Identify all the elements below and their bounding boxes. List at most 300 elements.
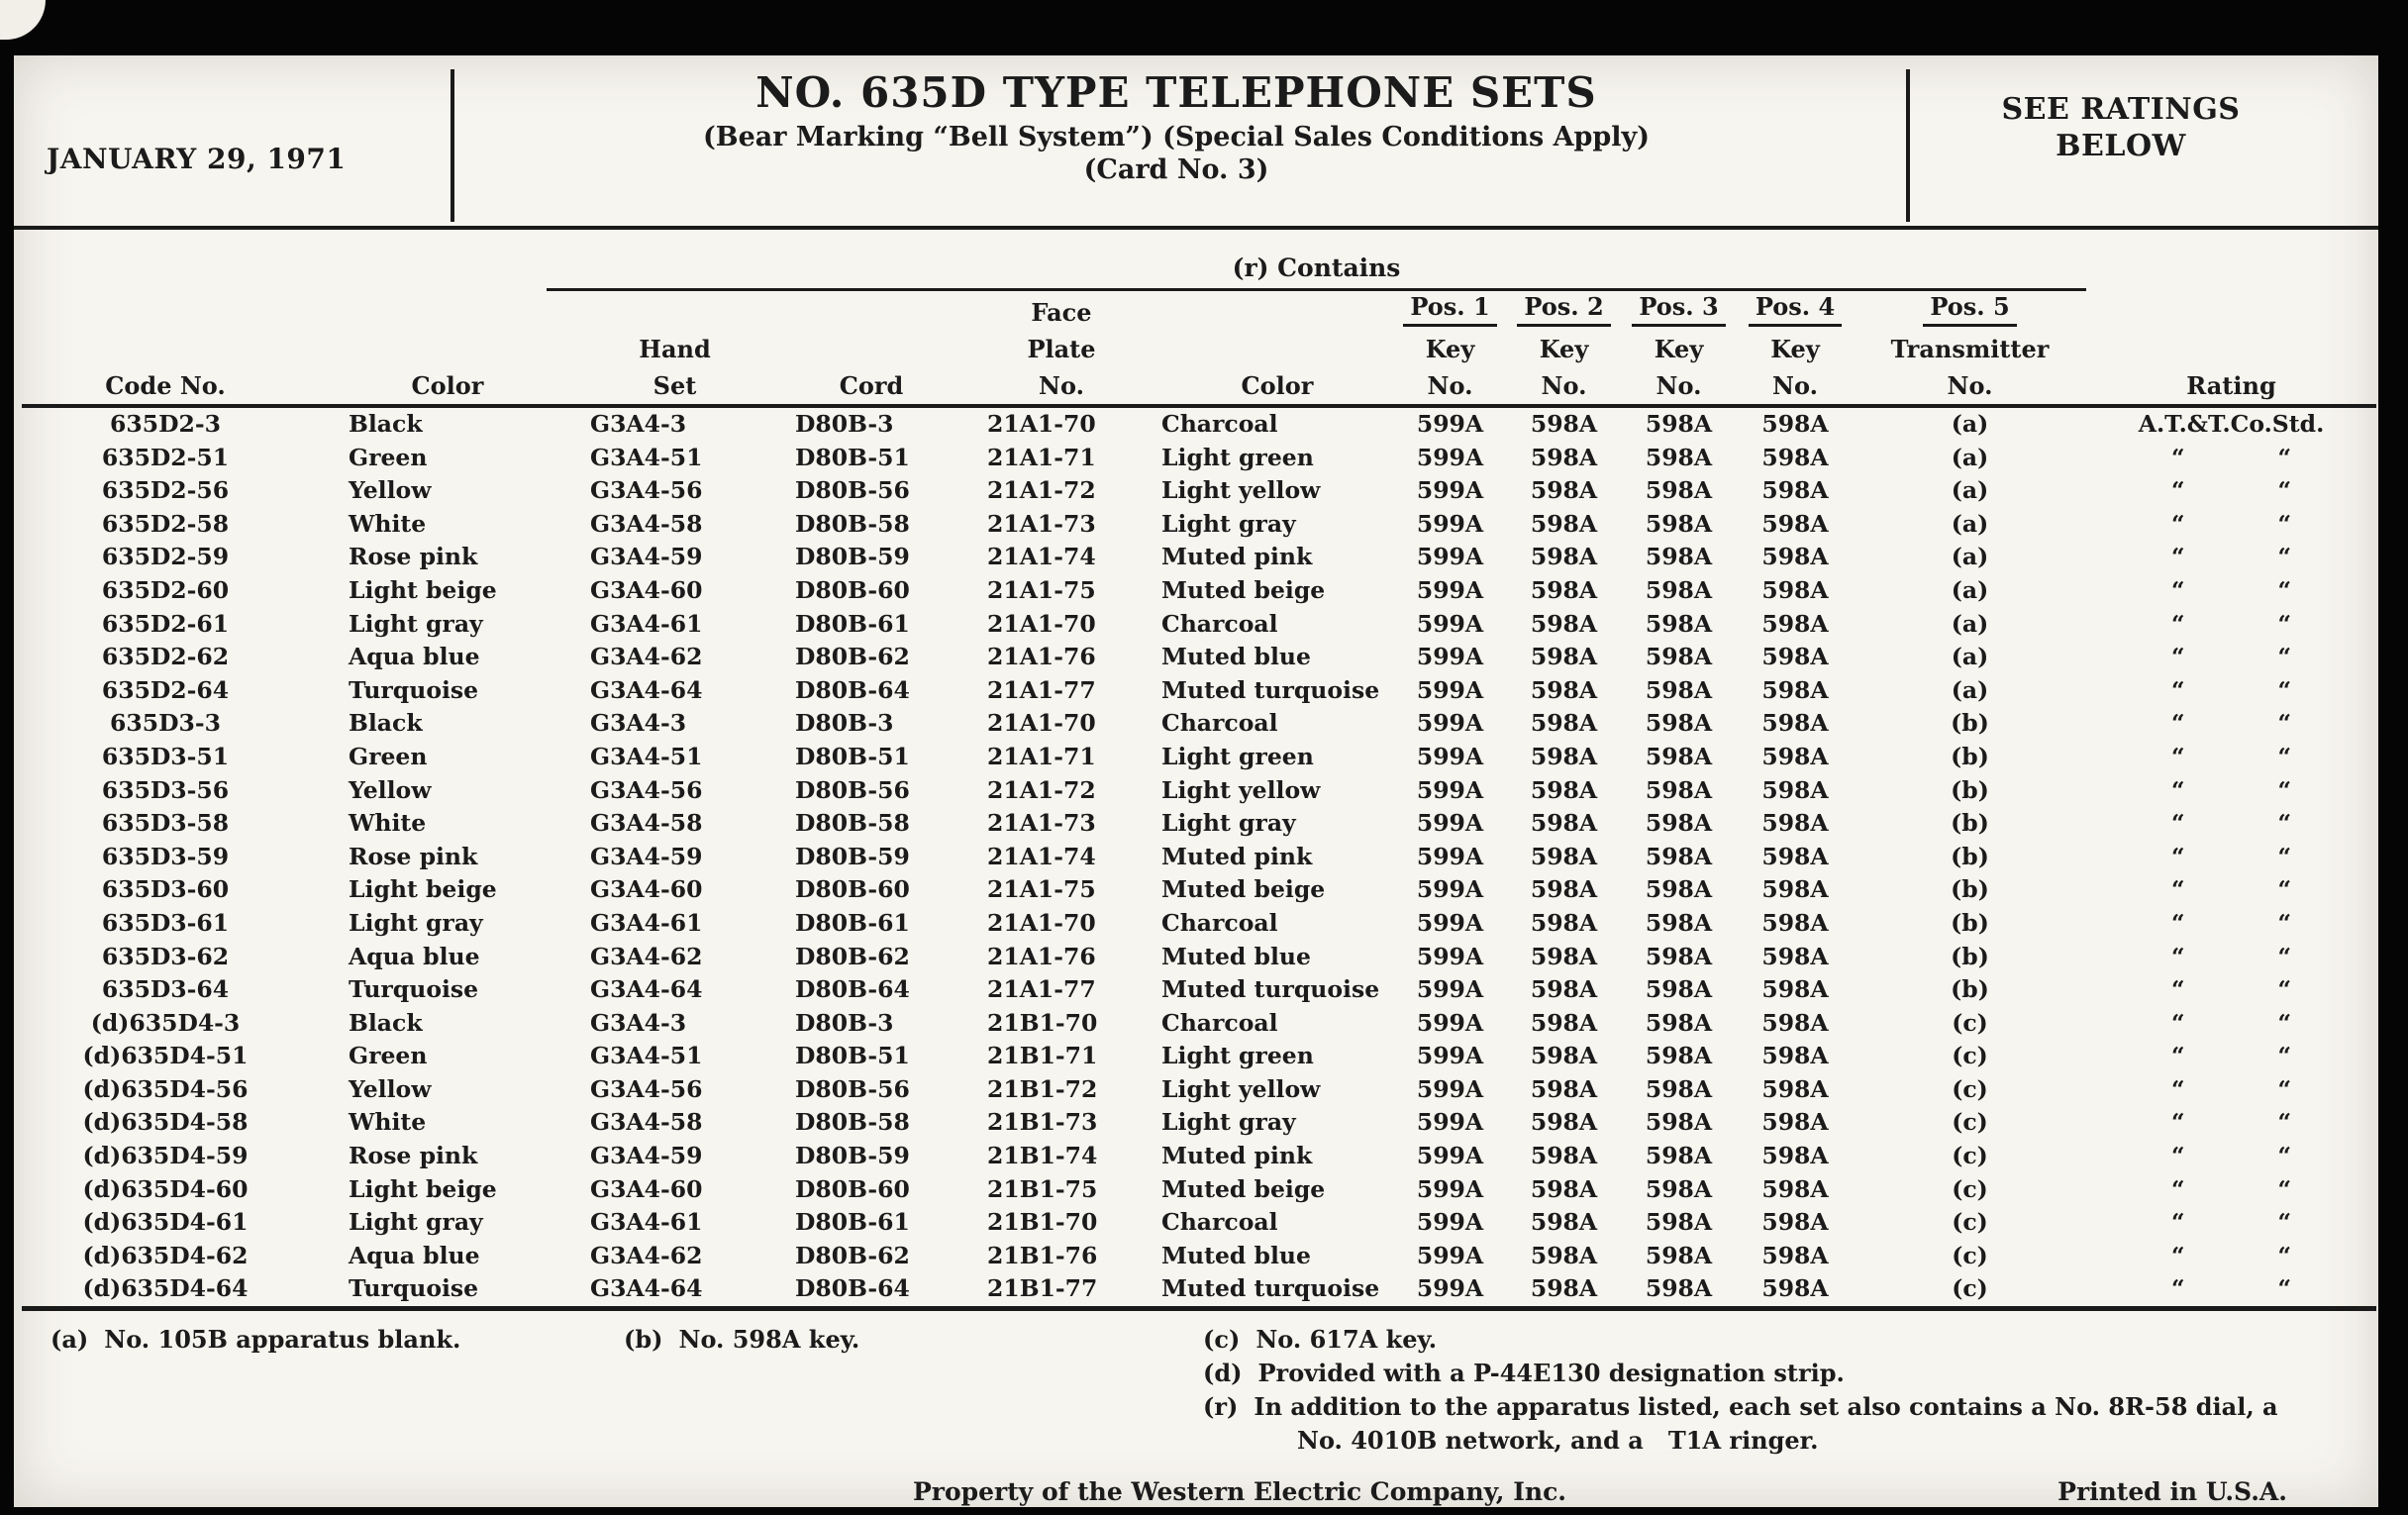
table-cell: Rose pink: [349, 842, 478, 870]
table-cell: G3A4-3: [590, 410, 687, 438]
table-cell: Muted pink: [1161, 842, 1313, 870]
table-cell: D80B-60: [795, 875, 910, 904]
table-cell: Muted beige: [1161, 1174, 1326, 1203]
table-row: [22, 1140, 2376, 1173]
table-cell: 598A: [1530, 543, 1598, 571]
column-header: [1393, 291, 1507, 407]
table-cell: 599A: [1416, 775, 1484, 804]
table-cell: G3A4-60: [590, 1174, 703, 1203]
table-cell: (a): [1951, 443, 1989, 471]
column-header-line: Color: [411, 371, 484, 400]
table-cell: Light beige: [349, 875, 497, 904]
table-cell: 598A: [1761, 543, 1829, 571]
table-cell: G3A4-56: [590, 476, 703, 505]
table-cell: (c): [1952, 1042, 1988, 1070]
table-cell: Light beige: [349, 575, 497, 604]
column-headers: [22, 291, 2376, 408]
table-cell: Muted blue: [1161, 1241, 1311, 1269]
contains-label: (r) Contains: [547, 253, 2086, 291]
table-cell: 598A: [1761, 709, 1829, 738]
table-cell: 598A: [1645, 1241, 1713, 1269]
table-cell: D80B-56: [795, 476, 910, 505]
table-row: [22, 1240, 2376, 1273]
table-cell: D80B-62: [795, 643, 910, 671]
table-cell: 21B1-77: [987, 1274, 1098, 1303]
page-subtitle: (Bear Marking “Bell System”) (Special Sales Conditions Apply): [703, 122, 1650, 152]
table-cell: 21B1-71: [987, 1042, 1098, 1070]
table-cell: 599A: [1416, 1008, 1484, 1037]
table-cell: 598A: [1645, 908, 1713, 937]
scan-corner-artifact: [0, 0, 46, 40]
table-cell: G3A4-59: [590, 1142, 703, 1170]
table-cell: D80B-60: [795, 575, 910, 604]
table-cell: 635D3-51: [101, 742, 230, 770]
table-cell: 598A: [1761, 942, 1829, 970]
table-cell: “ “: [2170, 975, 2292, 1004]
table-cell: 598A: [1761, 975, 1829, 1004]
column-header: [1854, 291, 2086, 407]
header-divider-left: [451, 69, 454, 222]
table-cell: Yellow: [349, 775, 432, 804]
table-cell: 598A: [1530, 1008, 1598, 1037]
table-cell: 598A: [1530, 609, 1598, 638]
table-cell: G3A4-62: [590, 942, 703, 970]
footnote-d-label: (d): [1203, 1359, 1243, 1388]
table-cell: 598A: [1761, 410, 1829, 438]
table-cell: (a): [1951, 643, 1989, 671]
table-cell: D80B-64: [795, 975, 910, 1004]
table-cell: 598A: [1645, 1042, 1713, 1070]
table-cell: 598A: [1645, 1174, 1713, 1203]
table-cell: G3A4-64: [590, 1274, 703, 1303]
table-cell: 635D2-60: [101, 575, 230, 604]
table-cell: “ “: [2170, 875, 2292, 904]
table-cell: 598A: [1645, 476, 1713, 505]
column-header-line: Rating: [2186, 371, 2276, 400]
table-cell: “ “: [2170, 509, 2292, 538]
column-header-line: Set: [652, 371, 697, 400]
table-cell: D80B-64: [795, 1274, 910, 1303]
table-cell: G3A4-3: [590, 1008, 687, 1037]
column-header-line: Pos. 1: [1403, 291, 1496, 327]
table-cell: G3A4-64: [590, 675, 703, 704]
table-cell: 598A: [1645, 875, 1713, 904]
column-header-line: Pos. 2: [1517, 291, 1610, 327]
contains-header-row: [22, 230, 2376, 291]
table-cell: Muted blue: [1161, 643, 1311, 671]
table-cell: 598A: [1530, 1142, 1598, 1170]
table-cell: Charcoal: [1161, 709, 1278, 738]
table-cell: D80B-61: [795, 609, 910, 638]
table-cell: D80B-58: [795, 1108, 910, 1137]
table-cell: Turquoise: [349, 1274, 479, 1303]
table-cell: (d)635D4-62: [82, 1241, 249, 1269]
table-cell: (a): [1951, 509, 1989, 538]
table-cell: G3A4-58: [590, 809, 703, 838]
card-number: (Card No. 3): [1083, 154, 1269, 185]
table-cell: “ “: [2170, 443, 2292, 471]
column-header-line: Pos. 3: [1632, 291, 1725, 327]
table-cell: White: [349, 509, 427, 538]
table-cell: 598A: [1645, 1142, 1713, 1170]
table-cell: 598A: [1645, 643, 1713, 671]
table-cell: Muted beige: [1161, 875, 1326, 904]
table-cell: “ “: [2170, 575, 2292, 604]
table-cell: (c): [1952, 1074, 1988, 1103]
table-cell: 21A1-76: [987, 942, 1096, 970]
table-cell: 598A: [1530, 443, 1598, 471]
table-cell: 599A: [1416, 1208, 1484, 1237]
table-cell: 21B1-70: [987, 1208, 1098, 1237]
table-cell: 598A: [1761, 775, 1829, 804]
column-header: [1136, 291, 1393, 407]
table-cell: Aqua blue: [349, 643, 480, 671]
table-cell: 598A: [1761, 643, 1829, 671]
table-row: [22, 973, 2376, 1007]
table-cell: 598A: [1761, 908, 1829, 937]
table-cell: (c): [1952, 1241, 1988, 1269]
table-cell: 635D2-3: [110, 410, 221, 438]
see-ratings-note: [1943, 91, 2299, 164]
table-body: [22, 408, 2376, 1311]
table-cell: 598A: [1761, 443, 1829, 471]
table-row: [22, 541, 2376, 574]
table-cell: 599A: [1416, 1074, 1484, 1103]
table-cell: G3A4-61: [590, 1208, 703, 1237]
column-header-line: No.: [1541, 371, 1587, 400]
table-cell: D80B-60: [795, 1174, 910, 1203]
table-cell: G3A4-51: [590, 1042, 703, 1070]
table-cell: 599A: [1416, 443, 1484, 471]
table-cell: Light green: [1161, 443, 1314, 471]
column-header-line: Plate: [1027, 335, 1096, 363]
footnote-d: [1203, 1359, 1845, 1388]
table-cell: (d)635D4-51: [82, 1042, 249, 1070]
table-cell: Muted blue: [1161, 942, 1311, 970]
footnote-c-text: No. 617A key.: [1255, 1325, 1438, 1355]
footnote-a: [50, 1325, 460, 1355]
footnote-a-text: No. 105B apparatus blank.: [104, 1325, 461, 1355]
column-header: [2086, 291, 2376, 407]
table-cell: G3A4-3: [590, 709, 687, 738]
table-cell: Light beige: [349, 1174, 497, 1203]
table-cell: (d)635D4-64: [82, 1274, 249, 1303]
table-cell: G3A4-61: [590, 609, 703, 638]
table-cell: Black: [349, 410, 423, 438]
table-cell: 598A: [1645, 709, 1713, 738]
table-cell: (a): [1951, 609, 1989, 638]
table-row: [22, 608, 2376, 642]
table-cell: Charcoal: [1161, 1008, 1278, 1037]
table-cell: Aqua blue: [349, 1241, 480, 1269]
column-header: [948, 291, 1136, 407]
column-header: [547, 291, 759, 407]
table-cell: 598A: [1761, 742, 1829, 770]
table-cell: G3A4-56: [590, 775, 703, 804]
table-cell: 21B1-74: [987, 1142, 1098, 1170]
table-cell: D80B-62: [795, 942, 910, 970]
table-cell: 598A: [1645, 1008, 1713, 1037]
table-cell: 598A: [1761, 1274, 1829, 1303]
table-cell: (b): [1951, 742, 1989, 770]
table-cell: 21A1-71: [987, 742, 1096, 770]
table-cell: (b): [1951, 908, 1989, 937]
footnote-c-label: (c): [1203, 1325, 1241, 1355]
table-cell: 599A: [1416, 809, 1484, 838]
table-cell: 599A: [1416, 476, 1484, 505]
page-title: NO. 635D TYPE TELEPHONE SETS: [755, 68, 1597, 117]
table-cell: 21A1-76: [987, 643, 1096, 671]
footnotes: [14, 1325, 2378, 1473]
table-cell: 598A: [1530, 1208, 1598, 1237]
table-cell: Aqua blue: [349, 942, 480, 970]
footnote-b-text: No. 598A key.: [678, 1325, 860, 1355]
table-cell: D80B-61: [795, 1208, 910, 1237]
table-cell: D80B-51: [795, 443, 910, 471]
table-cell: G3A4-64: [590, 975, 703, 1004]
column-header-line: Color: [1241, 371, 1314, 400]
table-cell: Green: [349, 443, 428, 471]
table-cell: 21A1-75: [987, 575, 1096, 604]
table-cell: 599A: [1416, 709, 1484, 738]
table-cell: (b): [1951, 842, 1989, 870]
table-cell: 21A1-77: [987, 675, 1096, 704]
table-cell: G3A4-62: [590, 643, 703, 671]
table-cell: 21B1-72: [987, 1074, 1098, 1103]
table-cell: G3A4-58: [590, 1108, 703, 1137]
table-cell: 635D3-62: [101, 942, 230, 970]
table-cell: 598A: [1761, 1108, 1829, 1137]
table-cell: 598A: [1530, 942, 1598, 970]
column-header-line: Key: [1539, 335, 1589, 363]
table-cell: 635D2-58: [101, 509, 230, 538]
column-header-line: Pos. 5: [1923, 291, 2016, 327]
table-cell: D80B-64: [795, 675, 910, 704]
table-cell: 21B1-75: [987, 1174, 1098, 1203]
column-header-line: Code No.: [105, 371, 226, 400]
table-cell: 635D3-61: [101, 908, 230, 937]
table-cell: 21A1-70: [987, 609, 1096, 638]
table-cell: D80B-58: [795, 509, 910, 538]
table-cell: G3A4-59: [590, 543, 703, 571]
table-cell: D80B-51: [795, 1042, 910, 1070]
table-cell: “ “: [2170, 775, 2292, 804]
table-cell: “ “: [2170, 675, 2292, 704]
table-cell: Turquoise: [349, 675, 479, 704]
column-header-line: Pos. 4: [1749, 291, 1842, 327]
table-cell: 599A: [1416, 609, 1484, 638]
table-cell: 598A: [1530, 1108, 1598, 1137]
table-cell: Charcoal: [1161, 609, 1278, 638]
column-header: [1737, 291, 1854, 407]
table-cell: 598A: [1645, 775, 1713, 804]
column-header: [22, 291, 309, 407]
table-cell: 599A: [1416, 742, 1484, 770]
table-cell: 21A1-73: [987, 509, 1096, 538]
table-cell: 599A: [1416, 1042, 1484, 1070]
table-cell: 598A: [1645, 543, 1713, 571]
table-cell: 598A: [1761, 1008, 1829, 1037]
table-cell: 598A: [1761, 1208, 1829, 1237]
table-cell: Muted pink: [1161, 543, 1313, 571]
table-cell: 598A: [1645, 1074, 1713, 1103]
column-header-line: No.: [1947, 371, 1993, 400]
column-header-line: Key: [1770, 335, 1820, 363]
column-header: [759, 291, 948, 407]
table-cell: Rose pink: [349, 1142, 478, 1170]
table-cell: G3A4-58: [590, 509, 703, 538]
table-row: [22, 873, 2376, 907]
table-cell: “ “: [2170, 842, 2292, 870]
table-cell: 598A: [1761, 1241, 1829, 1269]
table-cell: D80B-3: [795, 709, 894, 738]
table-row: [22, 674, 2376, 708]
table-cell: 598A: [1761, 1074, 1829, 1103]
table-cell: 635D2-59: [101, 543, 230, 571]
table-row: [22, 741, 2376, 774]
table-cell: Light green: [1161, 742, 1314, 770]
table-cell: 599A: [1416, 908, 1484, 937]
rating-card: [14, 55, 2378, 1507]
table-cell: 598A: [1645, 443, 1713, 471]
table-cell: (c): [1952, 1274, 1988, 1303]
column-header-line: No.: [1427, 371, 1473, 400]
table-cell: 599A: [1416, 1241, 1484, 1269]
table-cell: Light yellow: [1161, 1074, 1321, 1103]
table-cell: “ “: [2170, 609, 2292, 638]
table-cell: “ “: [2170, 1042, 2292, 1070]
table-cell: Muted turquoise: [1161, 1274, 1380, 1303]
table-cell: (c): [1952, 1174, 1988, 1203]
card-footer: [14, 1477, 2378, 1507]
table-cell: “ “: [2170, 1008, 2292, 1037]
table-row: [22, 408, 2376, 442]
table-cell: 21A1-73: [987, 809, 1096, 838]
table-cell: 598A: [1761, 609, 1829, 638]
table-cell: 21A1-72: [987, 775, 1096, 804]
table-cell: 598A: [1530, 675, 1598, 704]
table-cell: Turquoise: [349, 975, 479, 1004]
table-row: [22, 1073, 2376, 1107]
table-cell: G3A4-51: [590, 443, 703, 471]
table-cell: D80B-59: [795, 543, 910, 571]
table-row: [22, 1173, 2376, 1207]
table-cell: White: [349, 809, 427, 838]
table-cell: 635D2-51: [101, 443, 230, 471]
see-ratings-line1: SEE RATINGS: [2001, 92, 2241, 127]
table-cell: 598A: [1530, 575, 1598, 604]
table-cell: D80B-56: [795, 1074, 910, 1103]
table-cell: 599A: [1416, 675, 1484, 704]
table-cell: 598A: [1530, 1174, 1598, 1203]
table-cell: 598A: [1530, 1074, 1598, 1103]
table-cell: 598A: [1645, 1208, 1713, 1237]
table-cell: “ “: [2170, 1142, 2292, 1170]
table-cell: 598A: [1530, 410, 1598, 438]
table-cell: 21B1-70: [987, 1008, 1098, 1037]
table-cell: 635D2-61: [101, 609, 230, 638]
footnote-r-text: In addition to the apparatus listed, each set also contains a No. 8R-58 dial, a: [1254, 1392, 2278, 1422]
column-header-line: Face: [1031, 298, 1092, 327]
table-cell: 635D3-60: [101, 875, 230, 904]
table-cell: 598A: [1530, 742, 1598, 770]
table-cell: 21A1-72: [987, 476, 1096, 505]
table-row: [22, 707, 2376, 741]
table-cell: 598A: [1761, 575, 1829, 604]
table-cell: 598A: [1761, 509, 1829, 538]
table-cell: Light gray: [349, 609, 483, 638]
table-cell: Charcoal: [1161, 410, 1278, 438]
column-header-line: No.: [1656, 371, 1702, 400]
table-cell: 599A: [1416, 1142, 1484, 1170]
table-cell: 598A: [1530, 975, 1598, 1004]
table-cell: White: [349, 1108, 427, 1137]
table-cell: Light gray: [349, 1208, 483, 1237]
table-row: [22, 641, 2376, 674]
table-cell: Light green: [1161, 1042, 1314, 1070]
table-cell: 635D2-56: [101, 476, 230, 505]
footnote-b-label: (b): [624, 1325, 663, 1355]
table-cell: 598A: [1530, 509, 1598, 538]
table-cell: Charcoal: [1161, 908, 1278, 937]
table-cell: 598A: [1645, 942, 1713, 970]
column-header-line: Key: [1654, 335, 1704, 363]
table-cell: 21A1-71: [987, 443, 1096, 471]
table-cell: “ “: [2170, 1074, 2292, 1103]
table-cell: 598A: [1530, 1241, 1598, 1269]
table-cell: 598A: [1645, 842, 1713, 870]
table-cell: 598A: [1761, 1174, 1829, 1203]
column-header-line: Hand: [639, 335, 711, 363]
table-cell: D80B-56: [795, 775, 910, 804]
table-cell: 598A: [1530, 842, 1598, 870]
printed-notice: Printed in U.S.A.: [2057, 1477, 2287, 1506]
table-cell: 598A: [1761, 875, 1829, 904]
table-cell: 598A: [1645, 410, 1713, 438]
table-row: [22, 774, 2376, 808]
table-cell: 598A: [1530, 775, 1598, 804]
table-cell: (b): [1951, 975, 1989, 1004]
table-row: [22, 807, 2376, 841]
table-cell: (b): [1951, 942, 1989, 970]
table-cell: D80B-58: [795, 809, 910, 838]
table-cell: G3A4-51: [590, 742, 703, 770]
table-cell: 21B1-76: [987, 1241, 1098, 1269]
table-cell: G3A4-56: [590, 1074, 703, 1103]
table-cell: (c): [1952, 1142, 1988, 1170]
table-cell: G3A4-60: [590, 575, 703, 604]
table-cell: 598A: [1530, 875, 1598, 904]
table-cell: 635D2-64: [101, 675, 230, 704]
table-cell: 21A1-74: [987, 543, 1096, 571]
table-cell: 21A1-70: [987, 709, 1096, 738]
table-cell: 599A: [1416, 1274, 1484, 1303]
table-cell: (a): [1951, 575, 1989, 604]
table-cell: “ “: [2170, 742, 2292, 770]
table-cell: D80B-3: [795, 1008, 894, 1037]
table-cell: 598A: [1645, 509, 1713, 538]
table-cell: (a): [1951, 543, 1989, 571]
table-cell: 598A: [1645, 575, 1713, 604]
table-row: [22, 1106, 2376, 1140]
table-cell: “ “: [2170, 942, 2292, 970]
table-cell: “ “: [2170, 809, 2292, 838]
table-cell: 599A: [1416, 1108, 1484, 1137]
table-cell: (d)635D4-56: [82, 1074, 249, 1103]
table-cell: “ “: [2170, 476, 2292, 505]
table-cell: “ “: [2170, 1174, 2292, 1203]
table-cell: 21A1-77: [987, 975, 1096, 1004]
